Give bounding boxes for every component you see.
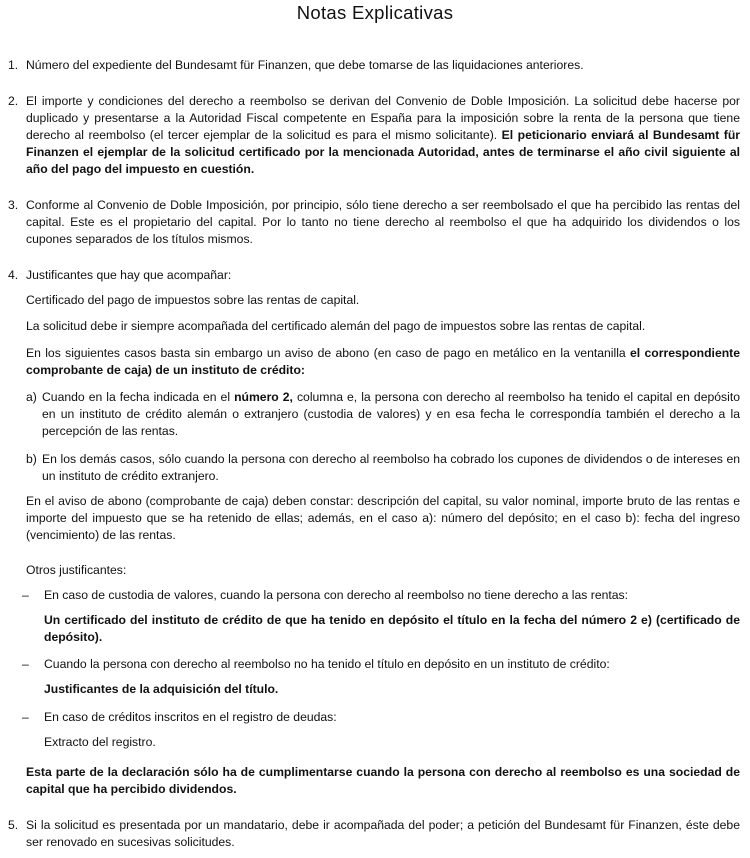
aviso-content-block xyxy=(8,493,740,544)
cert-text-block xyxy=(8,318,740,335)
dash-item-1-bold: Un certificado del instituto de crédito de que ha tenido en depósito el título en la fecha del número 2 e) (certificado de depósito). xyxy=(44,613,740,644)
dash-marker: – xyxy=(22,710,29,724)
cert-heading-block xyxy=(8,292,740,309)
page-title: Notas Explicativas xyxy=(296,2,454,23)
case-a xyxy=(26,389,741,440)
otros-block xyxy=(8,562,740,579)
case-a-bold: número 2, xyxy=(234,390,293,404)
note-2 xyxy=(8,93,740,178)
note-heading: Justificantes que hay que acompañar: xyxy=(26,268,232,282)
case-marker: b) xyxy=(26,452,37,466)
otros-heading: Otros justificantes: xyxy=(26,563,127,577)
cert-heading: Certificado del pago de impuestos sobre las rentas de capital. xyxy=(26,293,360,307)
dash-item-text: En caso de custodia de valores, cuando la persona con derecho al reembolso no tiene derecho a las rentas: xyxy=(44,588,629,602)
note-number: 5. xyxy=(8,818,19,832)
note-text: Número del expediente del Bundesamt für Finanzen, que debe tomarse de las liquidaciones anteriores. xyxy=(26,58,584,72)
note-number: 4. xyxy=(8,268,19,282)
dash-item-2 xyxy=(22,656,740,673)
dash-marker: – xyxy=(22,657,29,671)
aviso-normal: En los siguientes casos basta sin embargo un aviso de abono (en caso de pago en metálico en la ventanilla xyxy=(26,346,626,360)
final-block xyxy=(8,764,740,798)
case-marker: a) xyxy=(26,390,37,404)
dash-item-3-sub: Extracto del registro. xyxy=(44,735,156,749)
note-number: 2. xyxy=(8,94,19,108)
note-4-heading xyxy=(8,267,740,284)
cert-text: La solicitud debe ir siempre acompañada del certificado alemán del pago de impuestos sobre las rentas de capital. xyxy=(26,319,646,333)
dash-item-text: En caso de créditos inscritos en el registro de deudas: xyxy=(44,710,337,724)
note-text-bold: El peticionario enviará al Bundesamt für Finanzen el ejemplar de la solicitud certificado por la mencionada Autoridad, antes de terminarse el año civil siguiente al año del pago del impuesto en cuestión. xyxy=(26,128,741,176)
aviso-bold: el correspondiente comprobante de caja) de un instituto de crédito: xyxy=(26,346,741,377)
note-3 xyxy=(8,197,740,248)
case-a-pre: Cuando en la fecha indicada en el xyxy=(42,390,231,404)
aviso-text xyxy=(26,345,740,379)
dash-item-text: Cuando la persona con derecho al reembolso no ha tenido el título en depósito en un instituto de crédito: xyxy=(44,657,610,671)
dash-item-3 xyxy=(22,709,740,726)
note-5 xyxy=(8,817,740,851)
note-number: 3. xyxy=(8,198,19,212)
dash-marker: – xyxy=(22,588,29,602)
aviso-content: En el aviso de abono (comprobante de caja) deben constar: descripción del capital, su valor nominal, importe bruto de las rentas e importe del impuesto que se ha retenido de ellas; además, en el caso a): número del depósito; en el caso b): fecha del ingreso (vencimiento) de las rentas. xyxy=(26,494,740,542)
case-b-text: En los demás casos, sólo cuando la persona con derecho al reembolso ha cobrado los cupones de dividendos o de intereses en un instituto de crédito extranjero. xyxy=(42,452,740,483)
note-number: 1. xyxy=(8,58,19,72)
note-text xyxy=(26,93,740,178)
aviso-block xyxy=(8,345,740,379)
case-b xyxy=(26,451,740,485)
note-text: Conforme al Convenio de Doble Imposición, por principio, sólo tiene derecho a ser reembolsado el que ha percibido las rentas del capital. Este es el propietario del capital. Por lo tanto no tiene derecho al reembolso el que ha adquirido los dividendos o los cupones separados de los títulos mismos. xyxy=(26,198,740,246)
case-a-post: columna e, la persona con derecho al reembolso ha tenido el capital en depósito en un instituto de crédito alemán o extranjero (custodia de valores) y en esa fecha le correspondía también el derecho a la percepción de las rentas. xyxy=(42,390,741,438)
note-text-normal: El importe y condiciones del derecho a reembolso se derivan del Convenio de Doble Imposición. La solicitud debe hacerse por duplicado y presentarse a la Autoridad Fiscal competente en España para la imposición sobre la renta de la persona que tiene derecho al reembolso (el tercer ejemplar de la solicitud es para el mismo solicitante). xyxy=(26,94,740,142)
dash-item-2-bold: Justificantes de la adquisición del título. xyxy=(44,682,279,696)
note-1 xyxy=(8,57,740,74)
dash-item-1 xyxy=(22,587,740,604)
note-text: Si la solicitud es presentada por un mandatario, debe ir acompañada del poder; a petición del Bundesamt für Finanzen, éste debe ser renovado en sucesivas solicitudes. xyxy=(26,818,740,849)
final-text: Esta parte de la declaración sólo ha de cumplimentarse cuando la persona con derecho al reembolso es una sociedad de capital que ha percibido dividendos. xyxy=(26,765,740,796)
